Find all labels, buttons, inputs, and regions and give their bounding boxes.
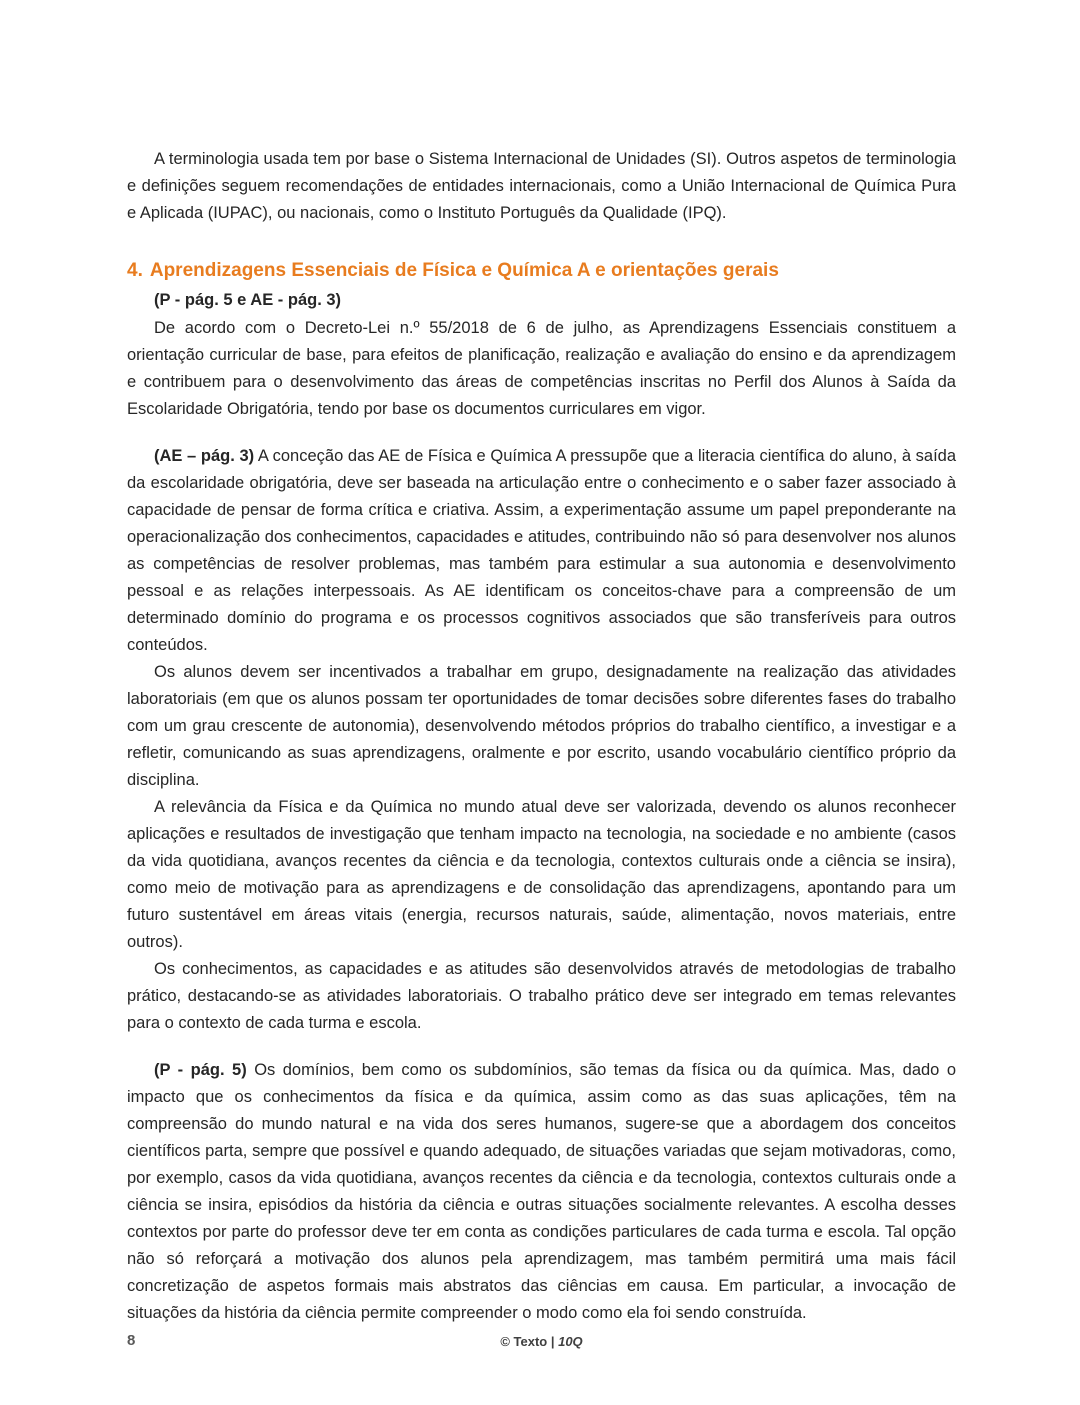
- section-number: 4.: [127, 260, 143, 281]
- paragraph-p-pag5: [127, 1057, 956, 1327]
- publisher-credit: [500, 1334, 582, 1349]
- paragraph-ae-pag3: [127, 443, 956, 659]
- paragraph-terminology: A terminologia usada tem por base o Sistema Internacional de Unidades (SI). Outros aspetos de terminologia e definições seguem recomendações de entidades internacionais, como a União Internacional de Química Pura e Aplicada (IUPAC), ou nacionais, como o Instituto Português da Qualidade (IPQ).: [127, 150, 956, 222]
- paragraph-decreto-lei: De acordo com o Decreto-Lei n.º 55/2018 de 6 de julho, as Aprendizagens Essenciais constituem a orientação curricular de base, para efeitos de planificação, realização e avaliação do ensino e da aprendizagem e contribuem para o desenvolvimento das áreas de competências inscritas no Perfil dos Alunos à Saída da Escolaridade Obrigatória, tendo por base os documentos curriculares em vigor.: [127, 319, 956, 418]
- paragraph-trabalho-grupo: Os alunos devem ser incentivados a trabalhar em grupo, designadamente na realização das atividades laboratoriais (em que os alunos possam ter oportunidades de tomar decisões sobre diferentes fases do trabalho com um grau crescente de autonomia), desenvolvendo métodos próprios do trabalho científico, a investigar e a refletir, comunicando as suas aprendizagens, oralmente e por escrito, usando vocabulário científico próprio da disciplina.: [127, 663, 956, 789]
- section-heading: [127, 257, 956, 284]
- paragraph-lead-ae: (AE – pág. 3): [154, 447, 255, 465]
- section-page-reference: (P - pág. 5 e AE - pág. 3): [154, 291, 342, 309]
- publisher-credit-prefix: © Texto |: [500, 1334, 559, 1349]
- page-footer: [127, 1332, 956, 1354]
- paragraph-text-p5: Os domínios, bem como os subdomínios, são temas da física ou da química. Mas, dado o impacto que os conhecimentos da física e da química, assim como as das suas aplicações, têm na compreensão do mundo natural e na vida dos seres humanos, sugere-se que a abordagem dos conceitos científicos parta, sempre que possível e quando adequado, de situações variadas que sejam motivadoras, como, por exemplo, casos da vida quotidiana, avanços recentes da ciência e da tecnologia, contextos culturais onde a ciência se insira, episódios da história da ciência e outras situações socialmente relevantes. A escolha desses contextos por parte do professor deve ter em conta as condições particulares de cada turma e escola. Tal opção não só reforçará a motivação dos alunos pela aprendizagem, mas também permitirá uma mais fácil concretização de aspetos formais mais abstratos das ciências em causa. Em particular, a invocação de situações da história da ciência permite compreender o modo como ela foi sendo construída.: [127, 1061, 956, 1322]
- document-page: [127, 146, 956, 1327]
- page-number: 8: [127, 1332, 136, 1349]
- publisher-brand: 10Q: [558, 1334, 583, 1349]
- paragraph-text-ae: A conceção das AE de Física e Química A pressupõe que a literacia científica do aluno, à saída da escolaridade obrigatória, deve ser baseada na articulação entre o conhecimento e o saber fazer associado à capacidade de pensar de forma crítica e criativa. Assim, a experimentação assume um papel preponderante na operacionalização dos conhecimentos, capacidades e atitudes, contribuindo não só para desenvolver nos alunos as competências de resolver problemas, mas também para estimular a sua autonomia e desenvolvimento pessoal e as relações interpessoais. As AE identificam os conceitos-chave para a compreensão de um determinado domínio do programa e os processos cognitivos associados que são transferíveis para outros conteúdos.: [127, 447, 957, 654]
- section-title: Aprendizagens Essenciais de Física e Química A e orientações gerais: [149, 260, 779, 281]
- paragraph-lead-p5: (P - pág. 5): [154, 1061, 247, 1079]
- paragraph-conhecimentos: Os conhecimentos, as capacidades e as atitudes são desenvolvidos através de metodologias de trabalho prático, destacando-se as atividades laboratoriais. O trabalho prático deve ser integrado em temas relevantes para o contexto de cada turma e escola.: [127, 960, 956, 1032]
- paragraph-relevancia: A relevância da Física e da Química no mundo atual deve ser valorizada, devendo os alunos reconhecer aplicações e resultados de investigação que tenham impacto na tecnologia, na sociedade e no ambiente (casos da vida quotidiana, avanços recentes da ciência e da tecnologia, contextos culturais onde a ciência se insira), como meio de motivação para as aprendizagens e de consolidação das aprendizagens, apontando para um futuro sustentável em áreas vitais (energia, recursos naturais, saúde, alimentação, novos materiais, entre outros).: [127, 798, 956, 951]
